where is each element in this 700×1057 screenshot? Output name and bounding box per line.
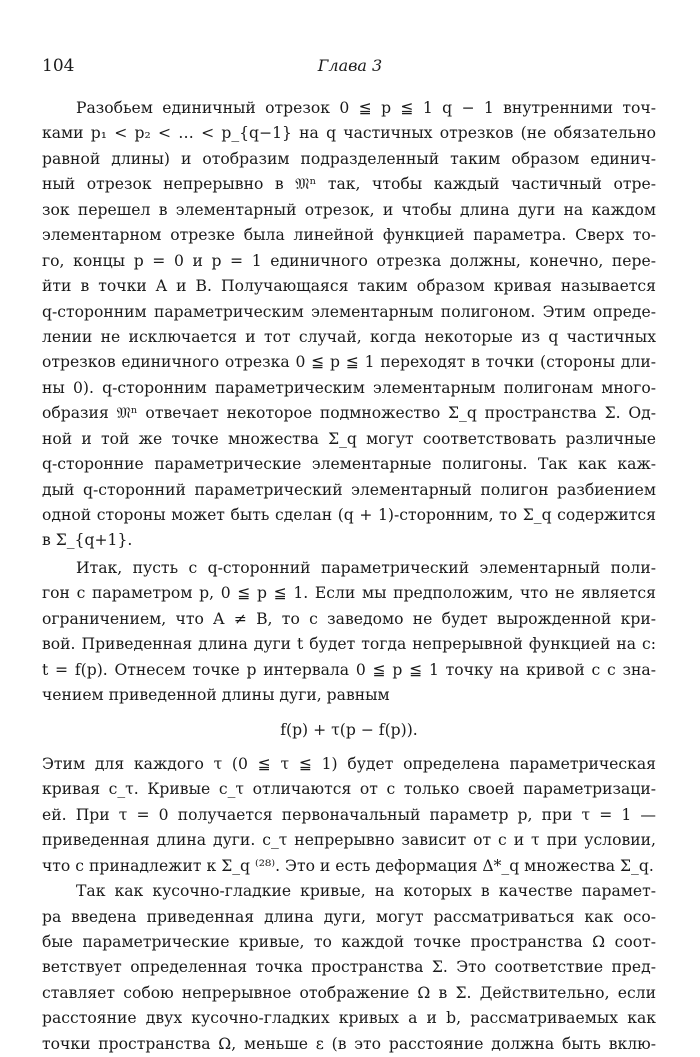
text-line: ный отрезок непрерывно в 𝔐ⁿ так, чтобы каждый частичный отре- [42, 175, 656, 194]
text-line: t = f(p). Отнесем точке p интервала 0 ≦ p ≦ 1 точку на кривой c с зна- [42, 660, 656, 679]
text-line: одной стороны может быть сделан (q + 1)-сторонним, то Σ_q содержится [42, 506, 656, 524]
running-head: Глава 3 [317, 56, 383, 75]
text-line: ны 0). q-сторонним параметрическим элементарным полигонам много- [42, 378, 656, 397]
text-line: равной длины) и отобразим подразделенный таким образом единич- [42, 149, 656, 168]
text-line: точки пространства Ω, меньше ε (в это расстояние должна быть вклю- [42, 1034, 656, 1053]
page-header [42, 56, 658, 80]
text-line: Итак, пусть c q-сторонний параметрический элементарный поли- [76, 558, 656, 577]
text-line: ставляет собою непрерывное отображение Ω в Σ. Действительно, если [42, 983, 656, 1002]
text-line: Этим для каждого τ (0 ≦ τ ≦ 1) будет определена параметрическая [42, 754, 656, 773]
text-line: гон с параметром p, 0 ≦ p ≦ 1. Если мы предположим, что не является [42, 584, 656, 603]
text-line: расстояние двух кусочно-гладких кривых a и b, рассматриваемых как [42, 1009, 656, 1028]
text-line: ками p₁ < p₂ < … < p_{q−1} на q частичных отрезков (не обязательно [42, 124, 656, 143]
text-line: Так как кусочно-гладкие кривые, на которых в качестве парамет- [76, 882, 656, 901]
text-line: в Σ_{q+1}. [42, 531, 133, 550]
text-line: зок перешел в элементарный отрезок, и чтобы длина дуги на каждом [42, 200, 656, 219]
text-line: образия 𝔐ⁿ отвечает некоторое подмножество Σ_q пространства Σ. Од- [42, 404, 656, 423]
text-line: лении не исключается и тот случай, когда некоторые из q частичных [42, 327, 656, 346]
text-line: Разобьем единичный отрезок 0 ≦ p ≦ 1 q − 1 внутренними точ- [76, 99, 656, 117]
text-line: чением приведенной длины дуги, равным [42, 686, 390, 705]
text-line: го, концы p = 0 и p = 1 единичного отрезка должны, конечно, пере- [42, 251, 656, 270]
text-line: ей. При τ = 0 получается первоначальный параметр p, при τ = 1 — [42, 805, 656, 824]
text-line: ра введена приведенная длина дуги, могут рассматриваться как осо- [42, 907, 656, 926]
text-line: йти в точки A и B. Получающаяся таким образом кривая называется [42, 277, 656, 296]
text-line: ветствует определенная точка пространства Σ. Это соответствие пред- [42, 958, 656, 977]
text-line: ограничением, что A ≠ B, то c заведомо не будет вырожденной кри- [42, 609, 656, 628]
text-line: кривая c_τ. Кривые c_τ отличаются от c только своей параметризаци- [42, 780, 656, 799]
text-line: q-сторонние параметрические элементарные полигоны. Так как каж- [42, 455, 656, 474]
text-line: ной и той же точке множества Σ_q могут соответствовать различные [42, 429, 656, 448]
text-line: элементарном отрезке была линейной функцией параметра. Сверх то- [42, 226, 656, 245]
text-line: бые параметрические кривые, то каждой точке пространства Ω соот- [42, 933, 656, 951]
text-line: что c принадлежит к Σ_q ⁽²⁸⁾. Это и есть деформация Δ*_q множества Σ_q. [42, 856, 654, 875]
page-number: 104 [42, 56, 75, 76]
display-formula: f(p) + τ(p − f(p)). [280, 720, 418, 739]
text-line: отрезков единичного отрезка 0 ≦ p ≦ 1 переходят в точки (стороны дли- [42, 353, 656, 372]
text-line: дый q-сторонний параметрический элементарный полигон разбиением [42, 480, 656, 499]
text-line: q-сторонним параметрическим элементарным полигоном. Этим опреде- [42, 302, 656, 321]
body-text [42, 96, 656, 1057]
text-line: вой. Приведенная длина дуги t будет тогда непрерывной функцией на c: [42, 635, 656, 654]
text-line: приведенная длина дуги. c_τ непрерывно зависит от c и τ при условии, [42, 831, 656, 850]
